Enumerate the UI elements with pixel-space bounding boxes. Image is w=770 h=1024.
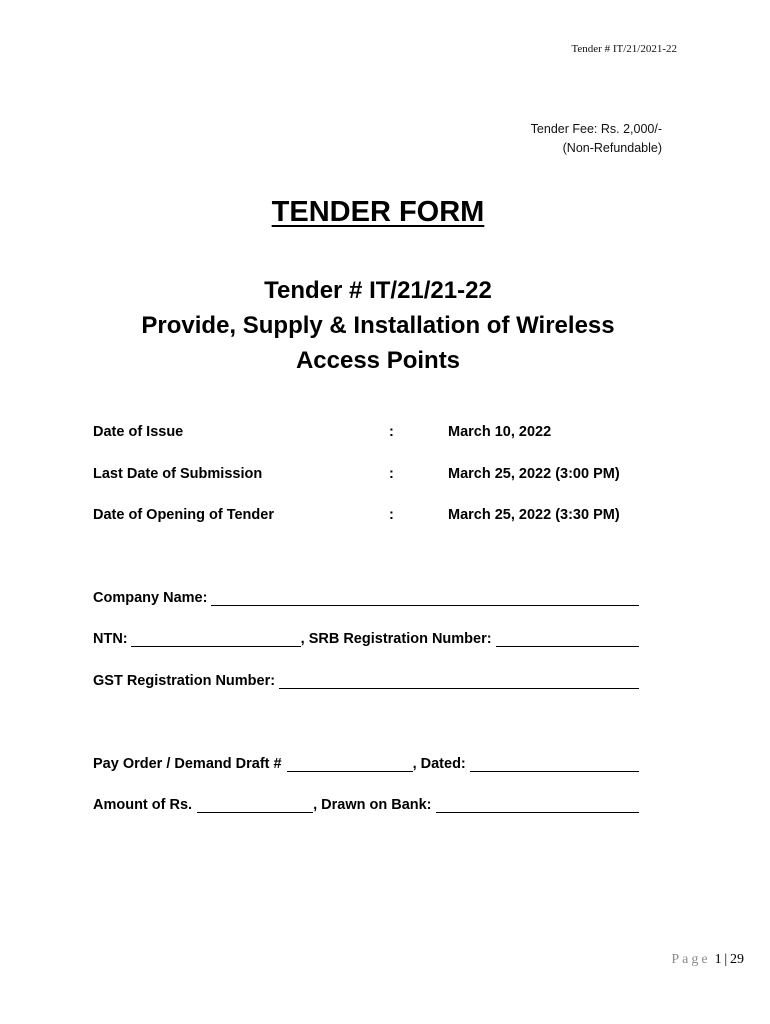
- date-label: Last Date of Submission: [93, 465, 263, 482]
- pay-order-label: Pay Order / Demand Draft #: [93, 756, 282, 772]
- drawn-on-bank-field[interactable]: [436, 796, 639, 813]
- company-name-field[interactable]: [211, 589, 639, 606]
- drawn-on-bank-label: , Drawn on Bank:: [313, 797, 432, 813]
- dated-label: , Dated:: [412, 756, 466, 772]
- page-number: 1: [714, 952, 722, 967]
- date-colon: :: [389, 507, 394, 523]
- ntn-label: NTN:: [93, 631, 128, 647]
- tender-subject-line-2: Access Points: [295, 347, 461, 374]
- header-tender-reference: Tender # IT/21/2021-22: [571, 43, 677, 55]
- date-row-issue: [93, 424, 653, 466]
- date-label: Date of Opening of Tender: [93, 507, 274, 523]
- date-value: March 25, 2022 (3:30 PM): [448, 507, 620, 523]
- document-title: TENDER FORM: [271, 196, 485, 228]
- amount-line: [93, 794, 639, 816]
- date-colon: :: [389, 465, 394, 482]
- date-value: March 25, 2022 (3:00 PM): [448, 465, 620, 482]
- tender-number-heading: Tender # IT/21/21-22: [264, 277, 492, 304]
- company-name-line: [93, 587, 639, 609]
- tender-dates-table: [93, 424, 653, 549]
- gst-label: GST Registration Number:: [93, 673, 276, 689]
- date-value: March 10, 2022: [448, 424, 552, 440]
- company-name-label: Company Name:: [93, 590, 208, 606]
- date-row-opening: [93, 507, 653, 549]
- amount-label: Amount of Rs.: [93, 797, 193, 813]
- date-label: Date of Issue: [93, 424, 184, 440]
- gst-field[interactable]: [279, 672, 639, 689]
- tender-fee-amount: Tender Fee: Rs. 2,000/-: [530, 122, 662, 136]
- page-separator: |: [724, 952, 728, 967]
- pay-order-line: [93, 753, 639, 775]
- tender-fee-block: [531, 120, 662, 158]
- page-word: Page: [671, 952, 711, 967]
- tender-heading: [0, 273, 756, 378]
- page-footer: [671, 952, 744, 968]
- date-row-submission: [93, 466, 653, 508]
- gst-line: [93, 670, 639, 692]
- total-pages: 29: [730, 952, 744, 967]
- pay-order-field[interactable]: [287, 755, 413, 772]
- tender-fee-note: (Non-Refundable): [562, 141, 662, 155]
- tender-subject-line-1: Provide, Supply & Installation of Wireless: [141, 312, 615, 339]
- srb-field[interactable]: [496, 630, 639, 647]
- date-colon: :: [389, 424, 394, 440]
- ntn-field[interactable]: [131, 630, 301, 647]
- srb-label: , SRB Registration Number:: [300, 631, 492, 647]
- dated-field[interactable]: [470, 755, 639, 772]
- ntn-srb-line: [93, 628, 639, 650]
- amount-field[interactable]: [197, 796, 313, 813]
